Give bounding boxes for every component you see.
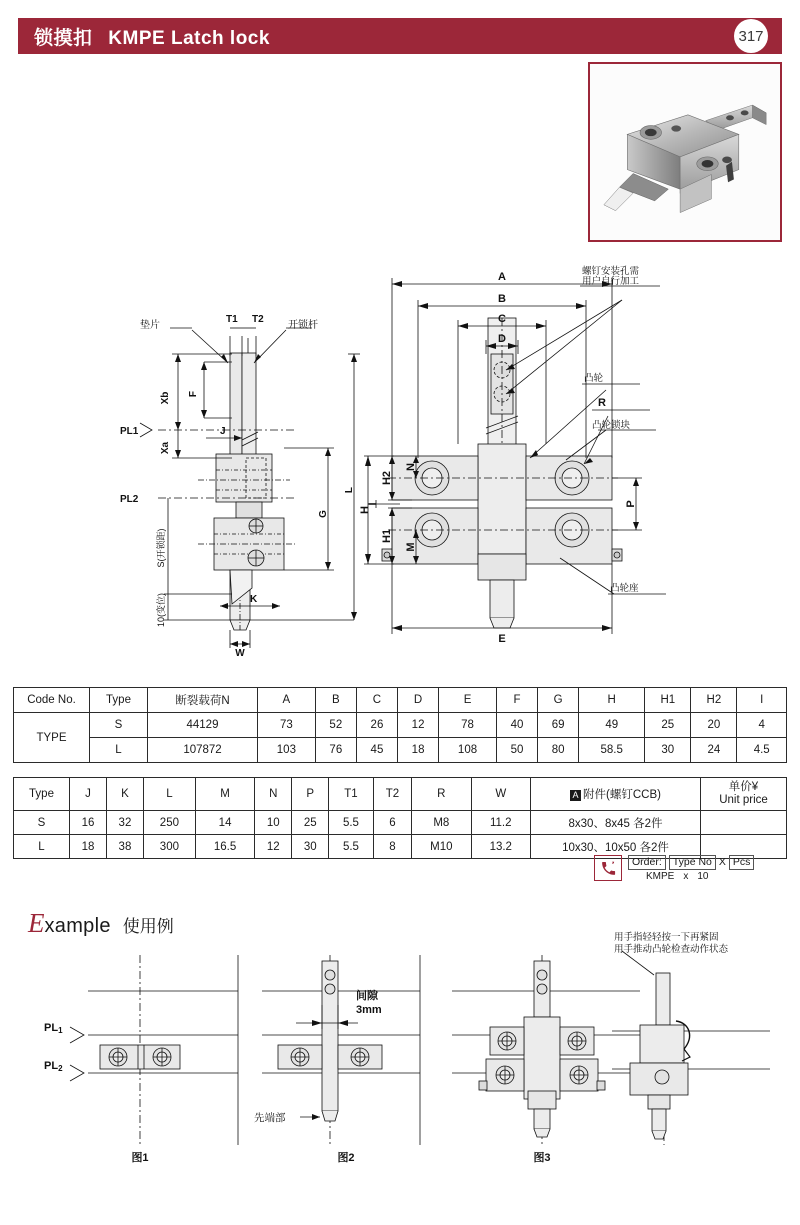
order-type-no-box: Type No [669, 855, 716, 870]
label-r: R [598, 397, 606, 409]
th-n: N [255, 778, 292, 811]
label-k: K [250, 594, 258, 605]
cell-f: 50 [496, 738, 537, 763]
cell-m: 14 [195, 811, 254, 835]
order-example-row [628, 871, 754, 884]
label-cam: 凸轮 [584, 373, 604, 384]
th-unit-price [701, 778, 787, 811]
drawing-side-view [120, 258, 400, 658]
th-code-no: Code No. [14, 688, 90, 713]
th-k: K [106, 778, 143, 811]
th-accessory [531, 778, 701, 811]
cell-b: 76 [315, 738, 356, 763]
note-screw-hole-line2: 用户自行加工 [582, 276, 640, 287]
drawing-front-view [360, 258, 800, 658]
example-title-rest: xample [44, 915, 111, 937]
th-a: A [258, 688, 316, 713]
cell-h1: 30 [645, 738, 691, 763]
cell-unit-price [701, 811, 787, 835]
accessory-badge-icon: A [570, 790, 581, 801]
cell-d: 12 [398, 713, 439, 738]
note-screw-hole-line1: 螺钉安装孔需 [582, 266, 640, 277]
cell-l: 300 [143, 835, 195, 859]
label-h: H [359, 506, 371, 514]
cell-j: 16 [70, 811, 107, 835]
cell-break-load: 107872 [148, 738, 258, 763]
order-example-multiply: x [683, 871, 689, 883]
cell-t1: 5.5 [329, 811, 373, 835]
label-t2: T2 [252, 314, 264, 325]
cell-c: 45 [356, 738, 397, 763]
page-title [34, 23, 270, 50]
table-row [14, 811, 787, 835]
label-release-rod: 开锁杆 [288, 320, 318, 331]
spec-table-main [13, 687, 787, 763]
cell-t2: 8 [373, 835, 411, 859]
th-h2: H2 [691, 688, 737, 713]
cell-n: 12 [255, 835, 292, 859]
label-b: B [498, 293, 506, 305]
order-text [628, 855, 754, 884]
cell-g: 69 [538, 713, 579, 738]
order-multiply: X [718, 856, 726, 868]
spec-table-secondary [13, 777, 787, 859]
cell-c: 26 [356, 713, 397, 738]
th-h1: H1 [645, 688, 691, 713]
cell-i: 4 [737, 713, 787, 738]
cell-d: 18 [398, 738, 439, 763]
cell-h1: 25 [645, 713, 691, 738]
cell-k: 38 [106, 835, 143, 859]
example-tip-label: 先端部 [254, 1112, 286, 1124]
cell-l: 250 [143, 811, 195, 835]
table-row [14, 713, 787, 738]
table-header-row [14, 688, 787, 713]
label-xb: Xb [160, 391, 171, 405]
th-e: E [439, 688, 497, 713]
cell-type: S [14, 811, 70, 835]
example-clearance-line2: 3mm [356, 1004, 382, 1016]
order-example-qty: 10 [697, 871, 709, 883]
example-label-pl1: PL1 [44, 1022, 63, 1035]
cell-k: 32 [106, 811, 143, 835]
technical-drawings [0, 258, 800, 658]
cell-e: 108 [439, 738, 497, 763]
label-m: M [405, 542, 417, 552]
cell-w: 13.2 [471, 835, 530, 859]
cell-r: M10 [412, 835, 471, 859]
label-pl2: PL2 [120, 494, 139, 505]
th-w: W [471, 778, 530, 811]
example-fig1-caption: 图1 [131, 1152, 149, 1164]
th-i: I [737, 688, 787, 713]
label-e: E [498, 633, 506, 645]
th-m: M [195, 778, 254, 811]
cell-b: 52 [315, 713, 356, 738]
label-pl1: PL1 [120, 426, 139, 437]
th-unit-price-line2: Unit price [719, 794, 768, 807]
label-h2: H2 [381, 470, 393, 486]
cell-g: 80 [538, 738, 579, 763]
order-pcs-box: Pcs [729, 855, 755, 870]
th-accessory-label: 附件(螺钉CCB) [583, 789, 661, 802]
label-f: F [188, 390, 199, 398]
cell-e: 78 [439, 713, 497, 738]
cell-m: 16.5 [195, 835, 254, 859]
label-cam-lock-block: 凸轮锁块 [592, 420, 631, 431]
label-a: A [498, 271, 506, 283]
th-b: B [315, 688, 356, 713]
th-type: Type [90, 688, 148, 713]
cell-code-no: TYPE [14, 713, 90, 763]
label-p: P [625, 500, 637, 508]
cell-type: L [90, 738, 148, 763]
example-section-title [28, 908, 174, 939]
cell-t2: 6 [373, 811, 411, 835]
th-p: P [292, 778, 329, 811]
cell-h: 49 [579, 713, 645, 738]
label-t1: T1 [226, 314, 238, 325]
example-note-line1: 用手指轻轻按一下再紧固 [614, 932, 719, 943]
th-c: C [356, 688, 397, 713]
page-title-en: KMPE Latch lock [108, 27, 270, 49]
th-t2: T2 [373, 778, 411, 811]
label-d: D [498, 333, 506, 345]
th-h: H [579, 688, 645, 713]
cell-h2: 24 [691, 738, 737, 763]
label-j: J [220, 426, 226, 437]
example-fig3-caption: 图3 [533, 1152, 551, 1164]
th-t1: T1 [329, 778, 373, 811]
cell-i: 4.5 [737, 738, 787, 763]
label-h1: H1 [381, 528, 393, 544]
example-title-cn: 使用例 [122, 917, 174, 936]
page-header-bar [18, 18, 782, 54]
th-d: D [398, 688, 439, 713]
label-cam-base: 凸轮座 [610, 583, 639, 594]
cell-f: 40 [496, 713, 537, 738]
cell-type: S [90, 713, 148, 738]
order-label: Order: [628, 855, 666, 870]
cell-w: 11.2 [471, 811, 530, 835]
cell-type: L [14, 835, 70, 859]
label-n: N [405, 463, 417, 471]
phone-icon [594, 855, 622, 881]
cell-p: 30 [292, 835, 329, 859]
label-stroke-s: S(开锁距) [156, 528, 166, 568]
label-xa: Xa [160, 441, 171, 455]
th-type: Type [14, 778, 70, 811]
example-figures [0, 932, 800, 1175]
product-photo-image [590, 64, 780, 240]
label-i: I [367, 502, 379, 506]
example-fig2-caption: 图2 [337, 1152, 355, 1164]
th-r: R [412, 778, 471, 811]
cell-a: 103 [258, 738, 316, 763]
example-label-pl2: PL2 [44, 1060, 63, 1073]
th-l: L [143, 778, 195, 811]
cell-n: 10 [255, 811, 292, 835]
cell-a: 73 [258, 713, 316, 738]
table-header-row [14, 778, 787, 811]
page-title-cn: 锁摸扣 [34, 27, 93, 49]
table-row [14, 738, 787, 763]
example-title-initial: E [28, 908, 45, 938]
order-example-type: KMPE [646, 871, 675, 883]
cell-t1: 5.5 [329, 835, 373, 859]
label-shift-10: 10(变位) [156, 592, 166, 628]
label-g: G [318, 510, 329, 518]
order-format-row [628, 855, 754, 870]
cell-r: M8 [412, 811, 471, 835]
cell-p: 25 [292, 811, 329, 835]
th-g: G [538, 688, 579, 713]
phone-icon-glyph [600, 860, 617, 877]
th-j: J [70, 778, 107, 811]
example-clearance-line1: 间隙 [356, 990, 378, 1002]
cell-accessory: 8x30、8x45 各2件 [531, 811, 701, 835]
cell-h2: 20 [691, 713, 737, 738]
label-w: W [235, 648, 245, 659]
cell-accessory: 10x30、10x50 各2件 [531, 835, 701, 859]
cell-j: 18 [70, 835, 107, 859]
cell-break-load: 44129 [148, 713, 258, 738]
product-photo [588, 62, 782, 242]
cell-h: 58.5 [579, 738, 645, 763]
example-note-line2: 用手推动凸轮检查动作状态 [614, 944, 729, 955]
th-unit-price-line1: 单价¥ [728, 781, 759, 793]
label-washer: 垫片 [140, 320, 160, 331]
th-f: F [496, 688, 537, 713]
label-l: L [344, 486, 355, 494]
label-c: C [498, 313, 506, 325]
order-info [594, 855, 754, 884]
page-number-badge: 317 [734, 19, 768, 53]
th-break-load: 断裂载荷N [148, 688, 258, 713]
